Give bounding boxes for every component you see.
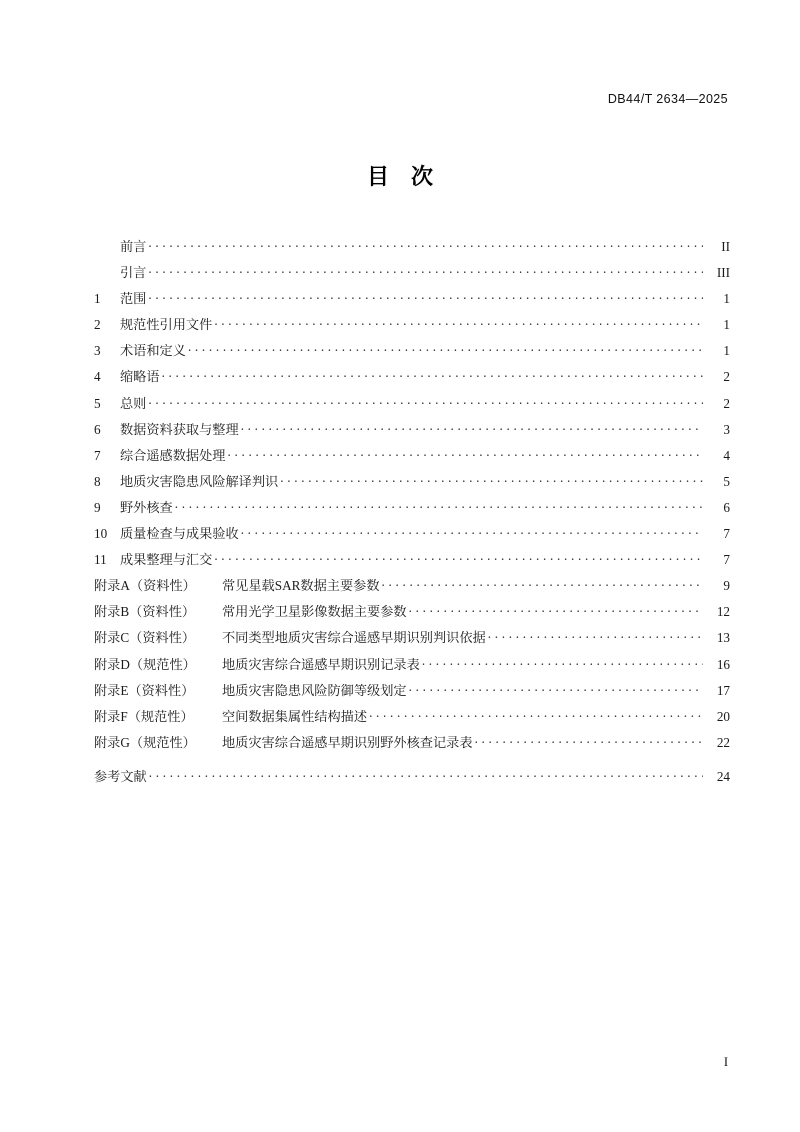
dot-leader <box>280 473 703 486</box>
toc-entry-label: 范围 <box>120 291 147 307</box>
dot-leader <box>422 655 703 668</box>
toc-entry-number: 7 <box>94 447 101 463</box>
toc-entry[interactable] <box>94 262 730 288</box>
dot-leader <box>188 342 703 355</box>
toc-entry-page-number: 24 <box>716 768 730 784</box>
toc-entry[interactable] <box>94 340 730 366</box>
toc-annex-entry[interactable] <box>94 601 730 627</box>
toc-entry-number: 3 <box>94 343 101 359</box>
toc-entry[interactable] <box>94 419 730 445</box>
toc-annex-designation: 附录B（资料性） <box>94 604 196 620</box>
toc-entry-label: 缩略语 <box>120 369 160 385</box>
toc-entry-page-number: 5 <box>723 473 730 489</box>
table-of-contents <box>94 236 730 792</box>
dot-leader <box>382 577 703 590</box>
toc-entry-page-number: 16 <box>716 656 730 672</box>
toc-entry-label: 质量检查与成果验收 <box>120 526 239 542</box>
toc-entry-page-number: 20 <box>716 708 730 724</box>
toc-entry-page-number: 1 <box>723 317 730 333</box>
toc-entry-label: 术语和定义 <box>120 343 186 359</box>
toc-references-entry[interactable] <box>94 766 730 792</box>
toc-entry-number: 8 <box>94 473 101 489</box>
toc-entry-label: 引言 <box>120 265 147 281</box>
toc-entry-page-number: 22 <box>716 734 730 750</box>
toc-entry-label: 野外核查 <box>120 499 173 515</box>
toc-entry-number: 2 <box>94 317 101 333</box>
toc-entry-page-number: 2 <box>723 395 730 411</box>
toc-annex-designation: 附录G（规范性） <box>94 734 196 750</box>
toc-entry-page-number: 17 <box>716 682 730 698</box>
toc-entry[interactable] <box>94 523 730 549</box>
toc-entry-number: 4 <box>94 369 101 385</box>
toc-entry[interactable] <box>94 497 730 523</box>
dot-leader <box>228 447 704 460</box>
toc-entry-page-number: 2 <box>723 369 730 385</box>
dot-leader <box>369 708 703 721</box>
toc-entry-page-number: III <box>716 265 730 281</box>
page-folio: I <box>723 1055 728 1069</box>
dot-leader <box>241 420 703 433</box>
toc-entry[interactable] <box>94 549 730 575</box>
dot-leader <box>409 603 703 616</box>
toc-entry-page-number: 7 <box>723 552 730 568</box>
toc-annex-entry[interactable] <box>94 680 730 706</box>
toc-entry-label: 常用光学卫星影像数据主要参数 <box>222 604 407 620</box>
toc-entry-page-number: 9 <box>723 578 730 594</box>
toc-entry[interactable] <box>94 236 730 262</box>
toc-entry[interactable] <box>94 471 730 497</box>
toc-annex-entry[interactable] <box>94 732 730 758</box>
dot-leader <box>148 238 703 251</box>
toc-entry-number: 1 <box>94 291 101 307</box>
toc-entry-number: 6 <box>94 421 101 437</box>
dot-leader <box>162 368 703 381</box>
toc-entry-label: 总则 <box>120 395 147 411</box>
toc-entry[interactable] <box>94 366 730 392</box>
toc-entry-label: 空间数据集属性结构描述 <box>222 708 368 724</box>
toc-entry-page-number: 1 <box>723 291 730 307</box>
dot-leader <box>148 290 703 303</box>
toc-entry-label: 前言 <box>120 239 147 254</box>
toc-entry-label: 成果整理与汇交 <box>120 552 213 568</box>
dot-leader <box>148 264 703 277</box>
toc-entry-label: 地质灾害综合遥感早期识别野外核查记录表 <box>222 734 473 750</box>
toc-entry-label: 地质灾害隐患风险解译判识 <box>120 473 279 489</box>
toc-entry-label: 不同类型地质灾害综合遥感早期识别判识依据 <box>222 630 486 646</box>
toc-entry-label: 常见星载SAR数据主要参数 <box>222 578 380 594</box>
dot-leader <box>488 629 703 642</box>
toc-entry-label: 数据资料获取与整理 <box>120 421 239 437</box>
toc-entry[interactable] <box>94 393 730 419</box>
toc-entry-page-number: 1 <box>723 343 730 359</box>
toc-annex-entry[interactable] <box>94 706 730 732</box>
toc-entry-number: 5 <box>94 395 101 411</box>
toc-entry[interactable] <box>94 288 730 314</box>
toc-annex-designation: 附录E（资料性） <box>94 682 195 698</box>
toc-annex-designation: 附录F（规范性） <box>94 708 194 724</box>
dot-leader <box>409 681 703 694</box>
toc-entry-page-number: II <box>721 239 730 254</box>
dot-leader <box>214 551 703 564</box>
dot-leader <box>148 394 703 407</box>
dot-leader <box>475 734 703 747</box>
dot-leader <box>241 525 703 538</box>
dot-leader <box>149 768 703 781</box>
toc-annex-designation: 附录A（资料性） <box>94 578 196 594</box>
toc-entry-number: 9 <box>94 499 101 515</box>
toc-entry-page-number: 4 <box>723 447 730 463</box>
page-title: 目次 <box>366 165 455 190</box>
toc-entry[interactable] <box>94 314 730 340</box>
dot-leader <box>214 316 703 329</box>
toc-entry-page-number: 7 <box>723 526 730 542</box>
dot-leader <box>175 499 703 512</box>
toc-entry-label: 地质灾害综合遥感早期识别记录表 <box>222 656 420 672</box>
toc-entry-page-number: 3 <box>723 421 730 437</box>
toc-entry-number: 10 <box>94 526 108 542</box>
toc-entry-page-number: 6 <box>723 499 730 515</box>
toc-entry[interactable] <box>94 445 730 471</box>
toc-annex-designation: 附录D（规范性） <box>94 656 196 672</box>
toc-entry-label: 综合遥感数据处理 <box>120 447 226 463</box>
toc-annex-entry[interactable] <box>94 575 730 601</box>
toc-entry-page-number: 12 <box>716 604 730 620</box>
toc-entry-label: 地质灾害隐患风险防御等级划定 <box>222 682 407 698</box>
toc-annex-designation: 附录C（资料性） <box>94 630 196 646</box>
toc-entry-page-number: 13 <box>716 630 730 646</box>
standard-number-header: DB44/T 2634—2025 <box>607 92 728 106</box>
toc-entry-label: 规范性引用文件 <box>120 317 213 333</box>
toc-entry-number: 11 <box>94 552 107 568</box>
toc-annex-entry[interactable] <box>94 654 730 680</box>
toc-entry-label: 参考文献 <box>94 768 147 784</box>
toc-annex-entry[interactable] <box>94 627 730 653</box>
